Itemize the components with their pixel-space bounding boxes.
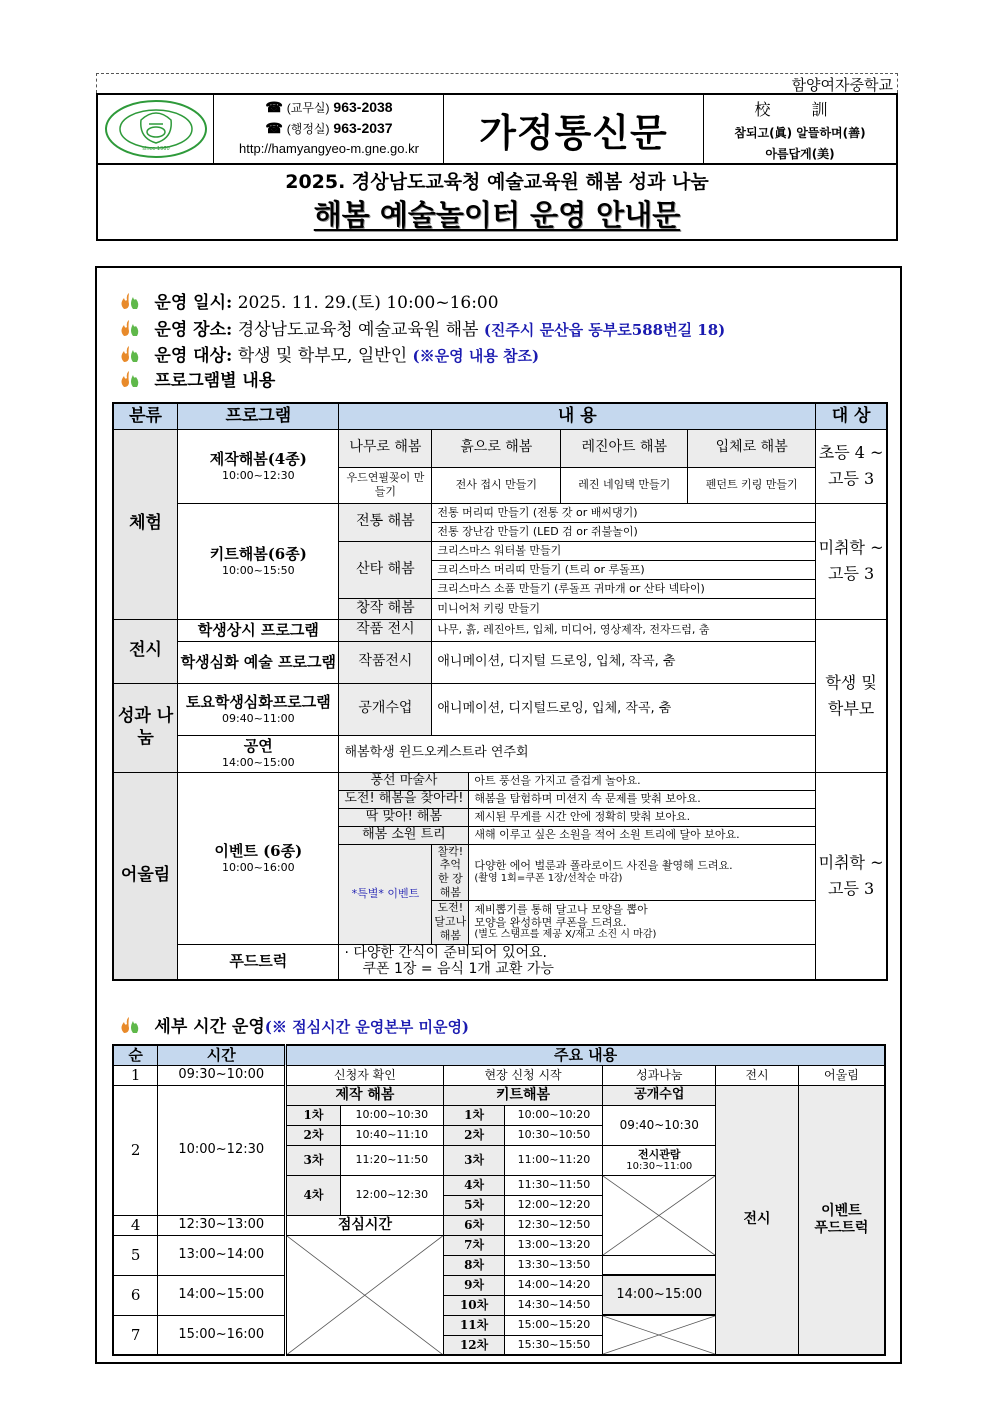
row-number: 6 [113,1275,158,1315]
header-time: 시간 [158,1045,286,1065]
header-order: 순 [113,1045,158,1065]
making-session-time: 10:40~11:10 [340,1125,443,1145]
special-event-title: 찰칵! 추억 한 장 해봄 [432,844,469,900]
special-event-desc: 제비뽑기를 통해 달고나 모양을 뽑아 모양을 완성하면 쿠폰을 드려요. (별도 스탬프를 제공 X/재고 소진 시 마감) [469,900,816,944]
table-row [113,772,887,790]
table-row [113,944,887,980]
kit-session-time: 10:30~10:50 [505,1125,603,1145]
foodtruck-desc: · 다양한 간식이 준비되어 있어요. 쿠폰 1장 = 음식 1개 교환 가능 [339,944,816,980]
program-kit: 키트해봄(6종) 10:00~15:50 [178,503,339,619]
event-title: 풍선 마술사 [339,772,469,790]
empty-crossed-cell [603,1315,716,1355]
kit-session-no: 1차 [443,1105,505,1125]
program-regular: 학생상시 프로그램 [178,619,339,641]
table-header-row [113,403,887,429]
category-exhibition: 전시 [113,619,178,683]
sharing-type: 공개수업 [339,683,432,735]
special-event-label: *특별* 이벤트 [339,844,432,944]
flame-bullet-icon [119,370,141,388]
table-row [113,641,887,683]
row-time: 14:00~15:00 [158,1275,286,1315]
event-title: 해봄 소원 트리 [339,826,469,844]
making-session-time: 11:20~11:50 [340,1145,443,1175]
row-number: 7 [113,1315,158,1355]
kit-session-time: 14:00~14:20 [505,1275,603,1295]
empty-crossed-cell [603,1175,716,1255]
schedule-row-2 [113,1085,885,1105]
logo-cell [98,95,214,163]
col-exhibit: 전시 [716,1065,799,1085]
exhibit-type: 작품전시 [339,641,432,683]
kit-item: 전통 머리띠 만들기 (전통 갓 or 배씨댕기) [432,503,816,522]
kit-session-time: 15:00~15:20 [505,1315,603,1335]
row-number: 1 [113,1065,158,1085]
together-column: 이벤트 푸드트럭 [798,1085,885,1355]
kit-session-time: 12:00~12:20 [505,1195,603,1215]
making-session-time: 10:00~10:30 [340,1105,443,1125]
flame-bullet-icon [119,345,141,363]
program-foodtruck: 푸드트럭 [178,944,339,980]
empty-crossed-cell [286,1235,444,1355]
kit-session-time: 13:00~13:20 [505,1235,603,1255]
exhibit-content: 애니메이션, 디지털 드로잉, 입체, 작곡, 춤 [432,641,816,683]
schedule-heading: 세부 시간 운영(※ 점심시간 운영본부 미운영) [119,1012,469,1037]
kit-item: 크리스마스 소품 만들기 (루돌프 귀마개 or 산타 넥타이) [432,579,816,598]
special-event-title: 도전! 달고나 해봄 [432,900,469,944]
col-checkin: 신청자 확인 [286,1065,444,1085]
exhibit-content: 나무, 흙, 레진아트, 입체, 미디어, 영상제작, 전자드럼, 춤 [432,619,816,641]
kit-session-no: 10차 [443,1295,505,1315]
letter-header [96,93,898,241]
making-session-no: 1차 [286,1105,341,1125]
event-desc: 해봄을 탐험하며 미션지 속 문제를 맞춰 보아요. [469,790,816,808]
kit-session-time: 10:00~10:20 [505,1105,603,1125]
row-time: 13:00~14:00 [158,1235,286,1275]
contact-line-2: ☎ (행정실) 963-2037 [265,120,393,136]
kit-session-time: 11:00~11:20 [505,1145,603,1175]
schedule-header-row [113,1045,885,1065]
cross-out-icon [287,1236,443,1355]
event-desc: 아트 풍선을 가지고 즐겁게 놀아요. [469,772,816,790]
header-main-title: 해봄 예술놀이터 운영 안내문 [313,198,681,232]
row-number: 4 [113,1215,158,1235]
table-row [113,429,887,467]
making-item-activity: 우드연필꽂이 만들기 [339,467,432,503]
kit-session-no: 6차 [443,1215,505,1235]
exhibit-column: 전시 [716,1085,799,1355]
making-item-title: 레진아트 해봄 [561,429,688,467]
target-together: 미취학 ~ 고등 3 [816,772,887,980]
row-number: 2 [113,1085,158,1215]
info-place: 운영 장소: 경상남도교육청 예술교육원 해봄 (진주시 문산읍 동부로588번길 18) [119,315,725,340]
motto-line-2: 아름답게(美) [765,147,835,161]
phone-icon: ☎ [265,120,283,136]
kit-session-time: 13:30~13:50 [505,1255,603,1275]
info-program-heading: 프로그램별 내용 [119,366,275,391]
making-session-no: 2차 [286,1125,341,1145]
row-time: 10:00~12:30 [158,1085,286,1215]
program-advanced: 학생심화 예술 프로그램 [178,641,339,683]
kit-session-no: 12차 [443,1335,505,1355]
making-session-no: 4차 [286,1175,341,1215]
header-main-content: 주요 내용 [286,1045,885,1065]
row-time: 09:30~10:00 [158,1065,286,1085]
header-target: 대 상 [816,403,887,429]
program-performance: 공연 14:00~15:00 [178,735,339,772]
kit-session-no: 5차 [443,1195,505,1215]
category-together: 어울림 [113,772,178,980]
kit-session-no: 9차 [443,1275,505,1295]
school-emblem-icon [101,98,211,160]
flame-bullet-icon [119,1016,141,1034]
sharing-content: 해봄학생 윈드오케스트라 연주회 [339,735,816,772]
kit-session-no: 8차 [443,1255,505,1275]
school-strip [96,73,898,93]
header-subtitle: 2025. 경상남도교육청 예술교육원 해봄 성과 나눔 [285,171,709,193]
kit-header: 키트해봄 [443,1085,603,1105]
row-number: 5 [113,1235,158,1275]
flame-bullet-icon [119,292,141,310]
motto-title: 校 訓 [754,100,846,119]
sharing-content: 애니메이션, 디지털드로잉, 입체, 작곡, 춤 [432,683,816,735]
kit-session-no: 4차 [443,1175,505,1195]
kit-session-no: 2차 [443,1125,505,1145]
info-date: 운영 일시: 2025. 11. 29.(토) 10:00~16:00 [119,288,499,313]
flame-bullet-icon [119,319,141,337]
col-sharing: 성과나눔 [603,1065,716,1085]
table-row [113,683,887,735]
kit-session-no: 7차 [443,1235,505,1255]
making-header: 제작 해봄 [286,1085,444,1105]
table-row [113,735,887,772]
newsletter-title: 가정통신문 [444,95,704,163]
header-content: 내 용 [339,403,816,429]
row-time: 15:00~16:00 [158,1315,286,1355]
phone-icon: ☎ [265,99,283,115]
header-top-row [98,95,896,165]
table-row [113,503,887,522]
exhibit-view: 전시관람 10:30~11:00 [603,1145,716,1175]
kit-session-time: 12:30~12:50 [505,1215,603,1235]
kit-item: 크리스마스 머리띠 만들기 (트리 or 루돌프) [432,560,816,579]
schedule-table [112,1044,886,1356]
category-experience: 체험 [113,429,178,619]
kit-session-no: 11차 [443,1315,505,1335]
kit-session-no: 3차 [443,1145,505,1175]
target-making: 초등 4 ~ 고등 3 [816,429,887,503]
row-time: 12:30~13:00 [158,1215,286,1235]
col-together: 어울림 [798,1065,885,1085]
kit-item: 전통 장난감 만들기 (LED 검 or 쥐불놀이) [432,522,816,541]
motto-line-1: 참되고(眞) 알뜰하며(善) [734,126,866,140]
event-desc: 새해 이루고 싶은 소원을 적어 소원 트리에 달아 보아요. [469,826,816,844]
special-event-desc: 다양한 에어 벌룬과 폴라로이드 사진을 촬영해 드려요. (촬영 1회=쿠폰 1장/선착순 마감) [469,844,816,900]
contact-line-1: ☎ (교무실) 963-2038 [265,99,393,115]
event-desc: 제시된 무게를 시간 안에 정확히 맞춰 보아요. [469,808,816,826]
school-name: 함양여자중학교 [791,76,893,94]
info-target: 운영 대상: 학생 및 학부모, 일반인 (※운영 내용 참조) [119,341,539,366]
schedule-row-1 [113,1065,885,1085]
making-item-title: 나무로 해봄 [339,429,432,467]
contact-cell [214,95,444,163]
making-item-title: 흙으로 해봄 [432,429,561,467]
making-item-title: 입체로 해봄 [688,429,816,467]
header-program: 프로그램 [178,403,339,429]
making-item-activity: 전사 접시 만들기 [432,467,561,503]
document-body [95,266,902,1364]
performance-time: 14:00~15:00 [603,1275,716,1315]
kit-group-title: 창작 해봄 [339,598,432,619]
target-kit: 미취학 ~ 고등 3 [816,503,887,619]
program-table [112,402,888,981]
kit-session-time: 14:30~14:50 [505,1295,603,1315]
category-sharing: 성과 나눔 [113,683,178,772]
event-title: 도전! 해봄을 찾아라! [339,790,469,808]
open-class-header: 공개수업 [603,1085,716,1105]
open-class-time: 09:40~10:30 [603,1105,716,1145]
event-title: 딱 맞아! 해봄 [339,808,469,826]
making-item-activity: 레진 네임택 만들기 [561,467,688,503]
kit-session-time: 11:30~11:50 [505,1175,603,1195]
program-making: 제작해봄(4종) 10:00~12:30 [178,429,339,503]
school-motto [704,95,896,163]
col-onsite-signup: 현장 신청 시작 [443,1065,603,1085]
kit-group-title: 산타 해봄 [339,541,432,598]
kit-session-time: 15:30~15:50 [505,1335,603,1355]
cross-out-icon [603,1316,715,1354]
table-row [113,619,887,641]
program-event: 이벤트 (6종) 10:00~16:00 [178,772,339,944]
cross-out-icon [603,1176,715,1255]
lunch-time: 점심시간 [286,1215,444,1235]
exhibit-type: 작품 전시 [339,619,432,641]
header-category: 분류 [113,403,178,429]
target-exhibit-sharing: 학생 및 학부모 [816,619,887,772]
making-session-no: 3차 [286,1145,341,1175]
svg-text:since 1960: since 1960 [141,146,170,152]
kit-item: 크리스마스 워터볼 만들기 [432,541,816,560]
school-url[interactable]: http://hamyangyeo-m.gne.go.kr [239,141,419,156]
program-saturday: 토요학생심화프로그램 09:40~11:00 [178,683,339,735]
making-session-time: 12:00~12:30 [340,1175,443,1215]
kit-item: 미니어처 키링 만들기 [432,598,816,619]
making-item-activity: 펜던트 키링 만들기 [688,467,816,503]
kit-group-title: 전통 해봄 [339,503,432,541]
